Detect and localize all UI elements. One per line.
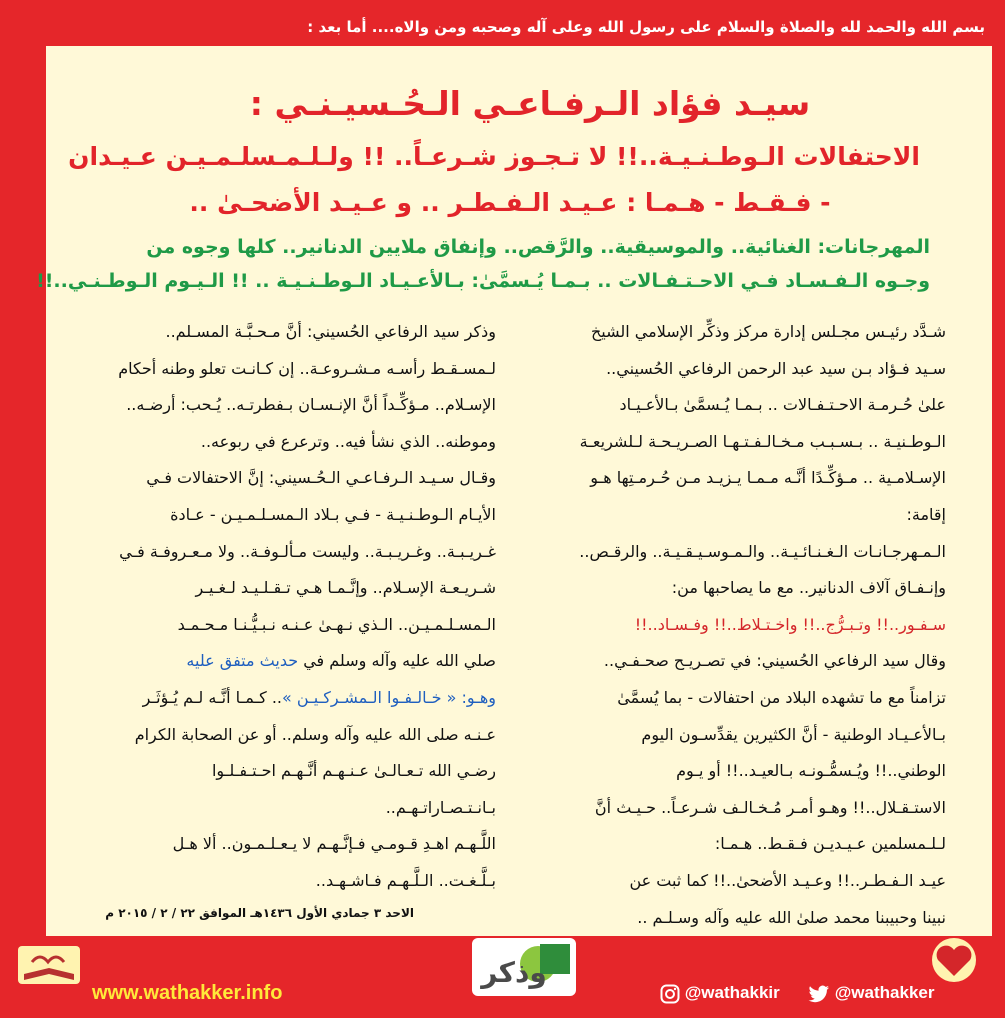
- hadith-link[interactable]: حديث متفق عليه: [186, 651, 299, 671]
- twitter-handle[interactable]: [808, 983, 934, 1003]
- heart-logo-icon: [924, 936, 984, 984]
- left-line: الأيـام الـوطـنـيـة - فـي بـلاد الـمسـلـمـيـن - عـادة: [170, 504, 496, 524]
- hadith-quote: « خـالـفـوا الـمشـركـيـن »: [282, 687, 457, 707]
- right-line: علىٰ حُـرمـة الاحـتـفـالات .. بـمـا يُـسمَّىٰ بـالأعـيـاد: [619, 395, 946, 415]
- left-line-with-quote: [78, 680, 496, 717]
- instagram-text: @wathakkir: [684, 983, 780, 1002]
- left-line: الإسـلام.. مـؤكِّـداً أنَّ الإنـسـان بـفطرتـه.. يُـحب: أرضـه..: [126, 395, 496, 415]
- right-line: شـدَّد رئيـس مجـلس إدارة مركز وذكِّر الإسلامي الشيخ: [590, 322, 946, 341]
- right-line: الـمـهرجـانـات الـغـنـائـيـة.. والـمـوسـيـقـيـة.. والرقـص..: [579, 541, 946, 561]
- wathakker-logo-icon: [470, 936, 578, 998]
- date-line: الاحد ٣ جمادي الأول ١٤٣٦هـ الموافق ٢٢ / ٢ / ٢٠١٥ م: [105, 906, 414, 920]
- right-line: نبينا وحبيبنا محمد صلىٰ الله عليه وآله وسـلـم ..: [637, 907, 946, 927]
- subtitle-line-2: - فـقـط - هـمـا : عـيـد الـفـطـر .. و عـيـد الأضحـىٰ ..: [189, 188, 831, 217]
- right-line: لـلـمسلمين عـيـديـن فـقـط.. هـمـا:: [714, 834, 946, 854]
- left-line: لـمسـقـط رأسـه مـشـروعـة.. إن كـانـت تعلو وطنه أحكام: [118, 358, 496, 378]
- page-title: سيـد فؤاد الـرفـاعـي الـحُـسيـنـي :: [249, 84, 811, 123]
- right-line: سـيد فـؤاد بـن سيد عبد الرحمن الرفاعي الحُسيني..: [606, 358, 946, 378]
- right-line: بـالأعـيـاد الوطنية - أنَّ الكثيرين يقدِّسـون اليوم: [641, 724, 946, 744]
- right-line: الـوطـنيـة .. بـسـبـب مـخـالـفـتـهـا الصـريـحـة لـلشريعـة: [579, 431, 946, 451]
- green-headline-1: المهرجانات: الغنائية.. والموسيقية.. والرَّقص.. وإنفاق ملايين الدنانير.. كلها وجوه من: [146, 236, 930, 258]
- green-headline-2: وجـوه الـفـسـاد فـي الاحـتـفـالات .. بـمـا يُـسمَّىٰ: بـالأعـيـاد الـوطـنـيـة .. !! الـيـوم الـوطـنـي..!!: [36, 270, 930, 292]
- right-line: الوطني..!! ويُـسمُّـونـه بـالعيـد..!! أو يـوم: [676, 761, 946, 781]
- right-line: عيـد الـفـطـر..!! وعـيـد الأضحىٰ..!! كما ثبت عن: [629, 870, 946, 890]
- left-line-prefix: صلي الله عليه وآله وسلم في: [298, 651, 496, 671]
- left-line: غـريـبـة.. وغـريـبـة.. وليست مـألـوفـة.. ولا مـعـروفـة فـي: [119, 541, 496, 561]
- instagram-icon: [660, 984, 680, 1004]
- quote-suffix: .. كـمـا أنَّـه لـم يُـؤثَـر: [142, 687, 283, 707]
- left-line: وذكر سيد الرفاعي الحُسيني: أنَّ مـحـبَّـة المسـلم..: [165, 322, 496, 341]
- subtitle-line-1: الاحتفالات الـوطـنـيـة..!! لا تـجـوز شـرعـاً.. !! ولـلـمـسلـمـيـن عـيـدان: [68, 142, 920, 171]
- right-line: تزامناً مع ما تشهده البلاد من احتفالات - بما يُسمَّىٰ: [617, 687, 946, 707]
- left-line: بـانـتـصـاراتـهـم..: [385, 797, 496, 817]
- left-line: عـنـه صلى الله عليه وآله وسلم.. أو عن الصحابة الكرام: [134, 724, 496, 744]
- right-text-column: [536, 314, 946, 936]
- right-line: إقامة:: [906, 504, 946, 524]
- right-line: وإنـفـاق آلاف الدنانير.. مع ما يصاحبها من:: [671, 578, 946, 598]
- left-line: الـمسـلـمـيـن.. الـذي نـهـىٰ عـنـه نـبـيُّـنـا مـحـمـد: [177, 614, 496, 634]
- book-logo-icon: [14, 940, 84, 988]
- right-line-highlight: سـفـور..!! وتـبـرُّج..!! واخـتـلاط..!! وفـسـاد..!!: [634, 614, 946, 634]
- right-line: الإسـلامـية .. مـؤكِّـدًا أنَّـه مـمـا يـزيـد مـن حُـرمـتِها هـو: [590, 468, 946, 488]
- left-line: رضـي الله تـعـالـىٰ عـنـهـم أنَّـهـم احـتـفـلـوا: [211, 761, 496, 781]
- right-line: وقال سيد الرفاعي الحُسيني: في تصـريـح صحـفـي..: [603, 651, 946, 671]
- right-line: الاستـقـلال..!! وهـو أمـر مُـخـالـف شـرعـاً.. حـيـث أنَّ: [594, 797, 946, 817]
- left-line-with-link: [78, 643, 496, 680]
- website-link[interactable]: www.wathakker.info: [92, 982, 283, 1004]
- left-line: اللَّـهـم اهـدِ قـومـي فـإنَّـهـم لا يـعـلـمـون.. ألا هـل: [172, 834, 496, 854]
- left-line: بـلَّـغـت.. الـلَّـهـم فـاشـهـد..: [315, 870, 496, 890]
- logo-text: وذكر: [481, 956, 547, 989]
- twitter-icon: [808, 985, 830, 1003]
- top-greeting-line: بسم الله والحمد لله والصلاة والسلام على رسول الله وعلى آله وصحبه ومن والاه.... أما بعد :: [307, 18, 985, 36]
- left-line: شـريـعـة الإسـلام.. وإنَّـمـا هـي تـقـلـيـد لـغـيـر: [195, 578, 496, 598]
- left-line: وموطنه.. الذي نشأ فيه.. وترعرع في ربوعه..: [200, 431, 496, 451]
- quote-prefix: وهـو:: [456, 687, 496, 707]
- left-line: وقـال سـيـد الـرفـاعـي الـحُـسيني: إنَّ الاحتفالات فـي: [146, 468, 496, 488]
- instagram-handle[interactable]: [660, 983, 780, 1004]
- left-text-column: [78, 314, 496, 900]
- twitter-text: @wathakker: [834, 983, 935, 1002]
